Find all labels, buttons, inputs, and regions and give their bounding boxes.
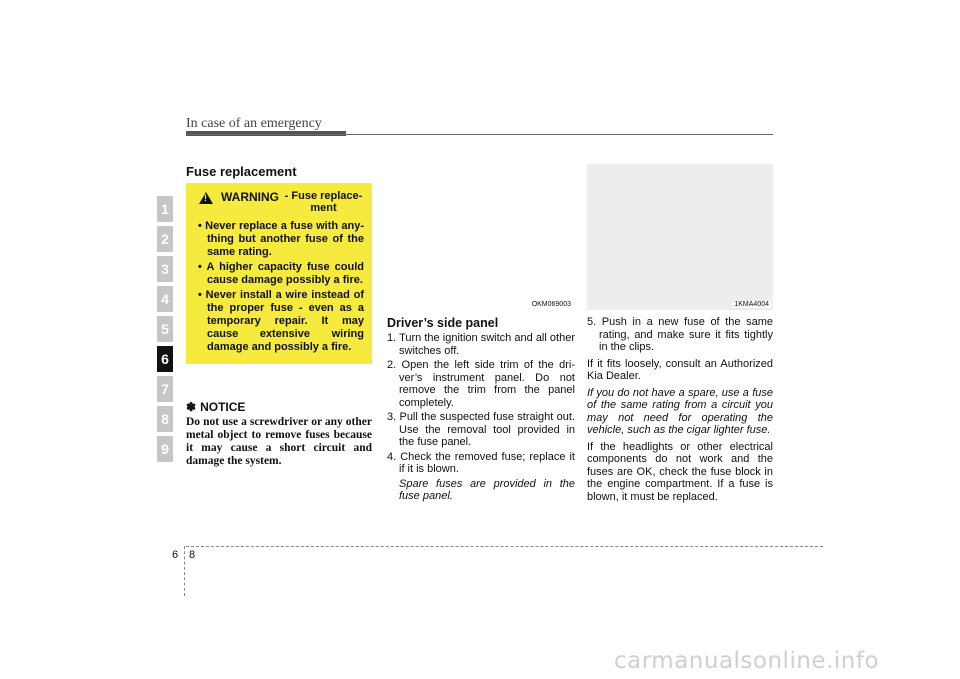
figure-code: OKM069003 (531, 301, 571, 308)
step-1: 1. Turn the ignition switch and all other switches off. (387, 332, 575, 357)
warning-item: • A higher capacity fuse could cause damage possibly a fire. (195, 261, 364, 287)
chapter-tab-6[interactable]: 6 (157, 346, 173, 372)
fuse-panel-figure (387, 164, 575, 310)
spare-fuse-note: Spare fuses are provided in the fuse panel. (399, 477, 575, 502)
chapter-tab-4[interactable]: 4 (157, 286, 173, 312)
chapter-tab-8[interactable]: 8 (157, 406, 173, 432)
fuse-figure (587, 164, 773, 310)
chapter-tab-9[interactable]: 9 (157, 436, 173, 462)
footer-divider (184, 546, 185, 596)
notice-header (186, 400, 372, 414)
warning-triangle-icon (199, 192, 213, 204)
drivers-panel-title: Driver’s side panel (387, 316, 499, 330)
footer-chapter-number: 6 (172, 549, 179, 561)
middle-column (387, 164, 575, 503)
chapter-tab-5[interactable]: 5 (157, 316, 173, 342)
chapter-tab-7[interactable]: 7 (157, 376, 173, 402)
left-column (186, 164, 372, 468)
figure-code: 1KMA4004 (734, 301, 769, 308)
chapter-tab-2[interactable]: 2 (157, 226, 173, 252)
watermark: carmanualsonline.info (614, 648, 880, 674)
warning-list (195, 220, 364, 354)
warning-box (186, 183, 372, 364)
header-rule (186, 134, 773, 135)
warning-item: • Never install a wire instead of the proper fuse - even as a temporary repair. It may cause extensive wiring damage and possibly a fire. (195, 289, 364, 354)
section-title: Fuse replacement (186, 164, 297, 179)
chapter-tabs (157, 196, 173, 466)
step-3: 3. Pull the suspected fuse straight out. Use the removal tool provided in the fuse panel. (387, 411, 575, 448)
warning-label: WARNING (221, 190, 279, 204)
chapter-tab-3[interactable]: 3 (157, 256, 173, 282)
notice-star-icon: ✽ (186, 400, 197, 414)
notice-text: Do not use a screwdriver or any other metal object to remove fuses because it may cause a short circuit and damage the system. (186, 416, 372, 467)
warning-subtitle: - Fuse replace-ment (284, 190, 363, 214)
paragraph-engine-fuse: If the headlights or other electrical components do not work and the fuses are OK, check the fuse block in the engine compartment. If a fuse is blown, it must be replaced. (587, 440, 773, 503)
notice-title: NOTICE (200, 400, 246, 414)
paragraph-no-spare: If you do not have a spare, use a fuse of the same rating from a circuit you may not need for operating the vehicle, such as the cigar lighter fuse. (587, 386, 773, 436)
warning-header (195, 190, 364, 214)
footer-page-number: 8 (189, 549, 196, 561)
notice-block (186, 400, 372, 468)
footer-rule (186, 546, 823, 547)
chapter-tab-1[interactable]: 1 (157, 196, 173, 222)
step-5: 5. Push in a new fuse of the same rating, and make sure it fits tightly in the clips. (587, 316, 773, 353)
step-4: 4. Check the removed fuse; replace it if it is blown. (387, 450, 575, 475)
step-2: 2. Open the left side trim of the dri-ver’s instrument panel. Do not remove the trim from the panel completely. (387, 359, 575, 409)
page-header-title: In case of an emergency (186, 116, 322, 131)
paragraph-loose-fit: If it fits loosely, consult an Authorized Kia Dealer. (587, 357, 773, 382)
warning-item: • Never replace a fuse with any-thing but another fuse of the same rating. (195, 220, 364, 259)
right-column (587, 164, 773, 503)
